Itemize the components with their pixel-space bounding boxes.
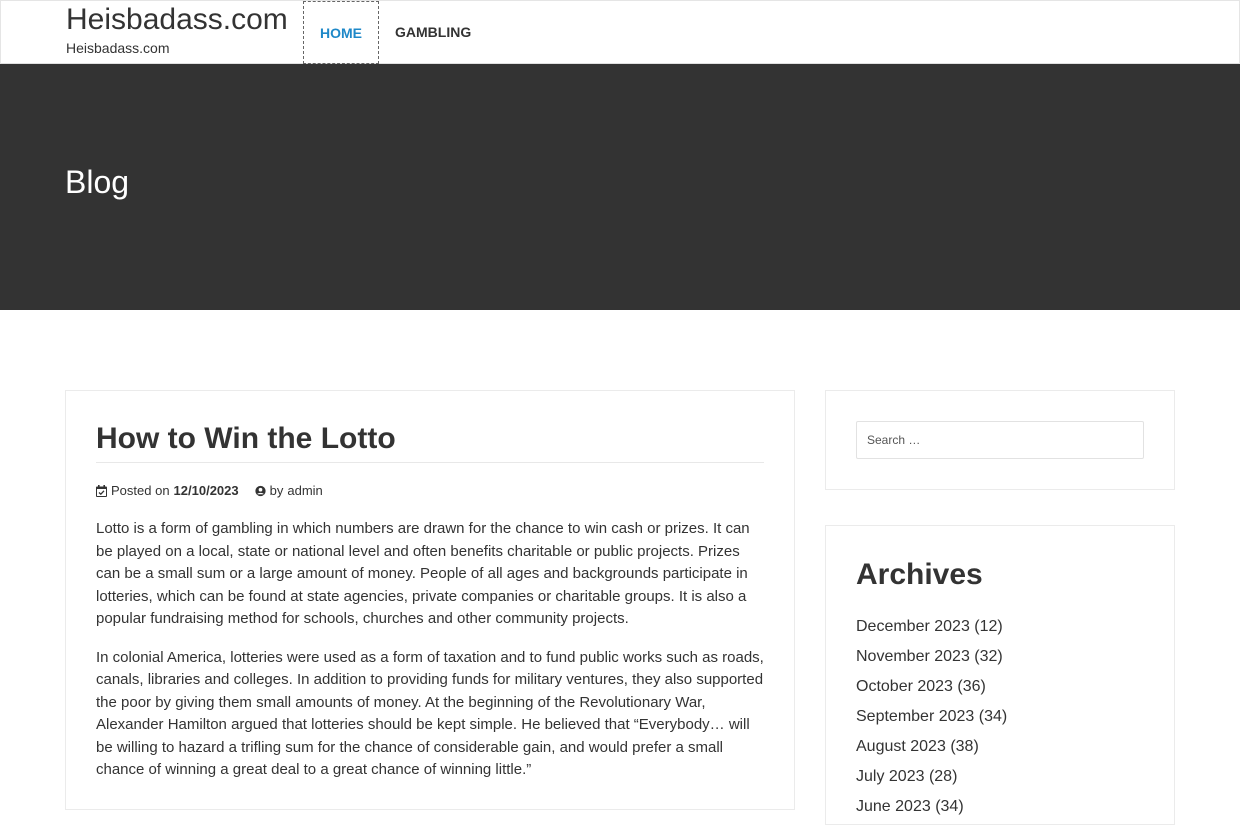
posted-on-label: Posted on bbox=[111, 483, 170, 498]
branding bbox=[66, 3, 288, 56]
archive-link[interactable]: August 2023 bbox=[856, 738, 946, 755]
main-nav bbox=[303, 1, 487, 64]
archives-list bbox=[856, 612, 1144, 822]
archive-item bbox=[856, 762, 1144, 792]
search-widget bbox=[825, 390, 1175, 490]
archive-count: (32) bbox=[974, 648, 1003, 665]
archive-item bbox=[856, 672, 1144, 702]
archive-count: (34) bbox=[935, 798, 964, 815]
archive-link[interactable]: December 2023 bbox=[856, 618, 970, 635]
site-description: Heisbadass.com bbox=[66, 40, 170, 56]
archive-link[interactable]: June 2023 bbox=[856, 798, 931, 815]
archive-count: (34) bbox=[978, 708, 1008, 725]
archive-count: (38) bbox=[950, 738, 979, 755]
page-title: Blog bbox=[65, 164, 130, 200]
user-circle-icon bbox=[255, 485, 266, 497]
post-meta bbox=[96, 483, 764, 498]
archive-count: (28) bbox=[928, 768, 958, 785]
archive-count: (36) bbox=[957, 678, 986, 695]
calendar-check-icon bbox=[96, 485, 107, 497]
archives-widget bbox=[825, 525, 1175, 825]
archive-item bbox=[856, 732, 1144, 762]
archive-item bbox=[856, 642, 1144, 672]
nav-item-gambling[interactable]: GAMBLING bbox=[395, 24, 472, 40]
by-label: by bbox=[269, 483, 284, 498]
blog-post bbox=[65, 390, 795, 810]
author-link[interactable]: admin bbox=[287, 483, 323, 498]
archive-count: (12) bbox=[974, 618, 1003, 635]
search-input[interactable] bbox=[856, 421, 1144, 459]
archive-link[interactable]: September 2023 bbox=[856, 708, 975, 725]
site-header bbox=[0, 0, 1240, 64]
archives-title: Archives bbox=[856, 558, 983, 591]
site-title[interactable]: Heisbadass.com bbox=[66, 3, 288, 36]
post-paragraph: Lotto is a form of gambling in which numbers are drawn for the chance to win cash or prizes. It can be played on a local, state or national level and often benefits charitable or public projects. Prizes can be a small sum or a large amount of money. People of all ages and backgrounds participate in lotteries, which can be found at state agencies, private companies or charitable groups. It is also a popular fundraising method for schools, churches and other community projects. bbox=[96, 520, 750, 627]
archive-item bbox=[856, 792, 1144, 822]
post-paragraph: In colonial America, lotteries were used as a form of taxation and to fund public works such as roads, canals, libraries and colleges. In addition to providing funds for military ventures, they also supported the poor by giving them small amounts of money. At the beginning of the Revolutionary War, Alexander Hamilton argued that lotteries should be kept simple. He believed that “Everybody… will be willing to hazard a trifling sum for the chance of considerable gain, and would prefer a small chance of winning a great deal to a great chance of winning little.” bbox=[96, 648, 764, 778]
post-date[interactable]: 12/10/2023 bbox=[173, 483, 239, 498]
archive-link[interactable]: July 2023 bbox=[856, 768, 925, 785]
page-hero bbox=[0, 64, 1240, 310]
archive-link[interactable]: November 2023 bbox=[856, 648, 970, 665]
nav-item-home[interactable]: HOME bbox=[303, 1, 379, 64]
archive-link[interactable]: October 2023 bbox=[856, 678, 953, 695]
post-title[interactable]: How to Win the Lotto bbox=[96, 422, 764, 463]
post-author bbox=[255, 483, 323, 498]
archive-item bbox=[856, 702, 1144, 732]
archive-item bbox=[856, 612, 1144, 642]
